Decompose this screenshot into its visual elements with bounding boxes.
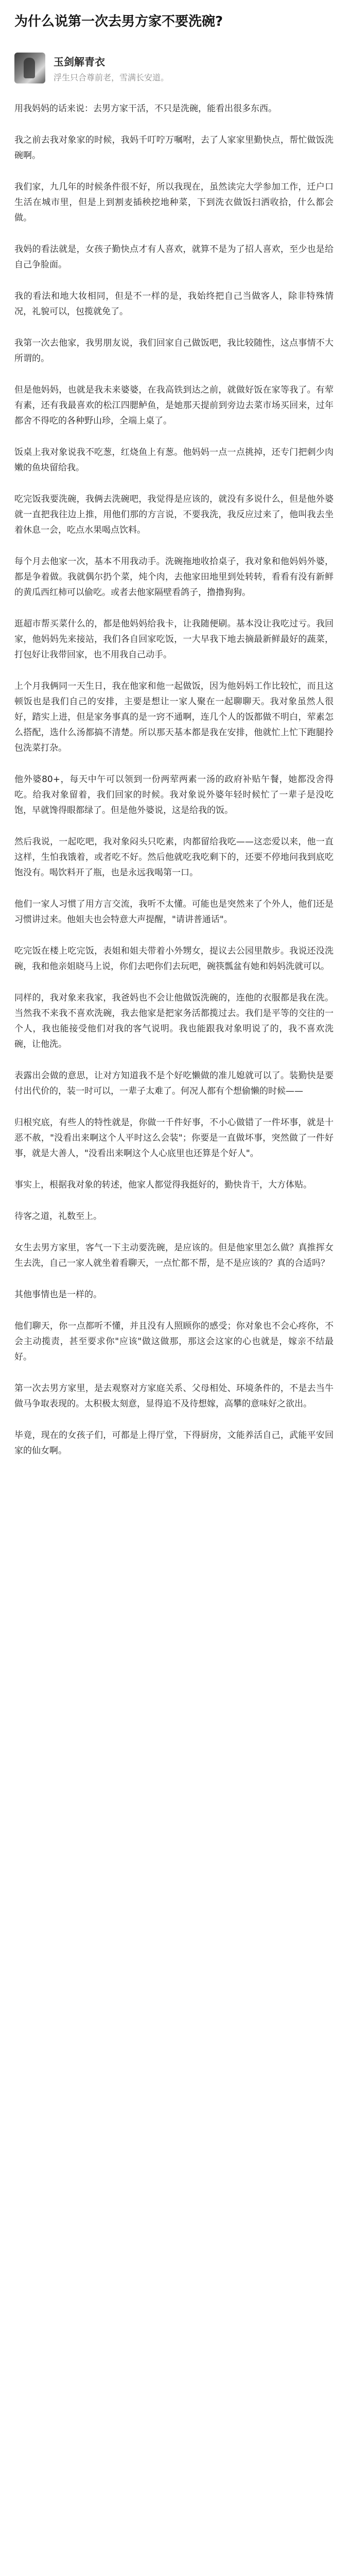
answer-paragraph: 我的看法和地大妆相同，但是不一样的是，我始终把自己当做客人，除非特殊情况，礼貌可以，包揽就免了。 [14,291,334,317]
answer-paragraph: 事实上，根据我对象的转述，他家人都觉得我挺好的，勤快肯干，大方体贴。 [14,1180,312,1190]
answer-paragraph: 然后我说，一起吃吧，我对象闷头只吃素，肉都留给我吃——这恋爱以来，他一直这样，生怕我饿着，或者吃不好。然后他就吃我吃剩下的，还要不停地问我到底吃饱没有。喝饮料开了瓶，也是永远我喝第一口。 [14,837,334,878]
answer-paragraph: 我们家，九几年的时候条件很不好，所以我现在，虽然读完大学参加工作，迁户口生活在城市里，但是上到割麦插秧挖地种菜，下到洗衣做饭扫洒收拾，什么都会做。 [14,182,334,223]
answer-paragraph: 表露出会做的意思，让对方知道我不是个好吃懒做的准儿媳就可以了。装勤快是要付出代价的，装一时可以，一辈子太难了。何况人都有个想偷懒的时候—— [14,1071,334,1096]
answer-paragraph: 饭桌上我对象说我不吃葱，红烧鱼上有葱。他妈妈一点一点挑掉，还专门把刺少肉嫩的鱼块留给我。 [14,447,334,473]
question-title[interactable]: 为什么说第一次去男方家不要洗碗? [14,14,223,29]
answer-paragraph: 我第一次去他家，我男朋友说，我们回家自己做饭吧，我比较随性，这点事情不大所谓的。 [14,338,334,364]
author-bio: 浮生只合尊前老，雪满长安道。 [54,73,169,82]
answer-paragraph: 但是他妈妈，也就是我未来婆婆，在我高铁到达之前，就做好饭在家等我了。有荤有素，还有我最喜欢的松江四腮鲈鱼，是她那天提前到旁边去菜市场买回来，过年都舍不得吃的各种野山珍，全端上桌了。 [14,385,334,426]
answer-paragraph: 女生去男方家里，客气一下主动要洗碗，是应该的。但是他家里怎么做？真推挥女生去洗，自己一家人就坐着看聊天，一点忙都不帮，是不是应该的？真的合适吗？ [14,1243,334,1268]
answer-paragraph: 我之前去我对象家的时候，我妈千叮咛万嘱咐，去了人家家里勤快点，帮忙做饭洗碗啊。 [14,135,334,161]
answer-paragraph: 归根究底，有些人的特性就是，你做一千件好事，不小心做错了一件坏事，就是十恶不赦，"没看出来啊这个人平时这么会装"；你要是一直做坏事，突然做了一件好事，就是大善人，"没看出来啊这个人心底里也还算是个好人"。 [14,1117,334,1159]
answer-body [14,101,334,1475]
answer-paragraph: 用我妈妈的话来说：去男方家干活，不只是洗碗，能看出很多东西。 [14,104,277,114]
answer-paragraph: 逛超市帮买菜什么的，都是他妈妈给我卡，让我随便刷。基本没让我吃过亏。我回家，他妈妈先来接站，我们各自回家吃饭，一大早我下地去摘最新鲜最好的蔬菜，打包好让我带回家，也不用我自己动手。 [14,619,334,660]
answer-paragraph: 待客之道，礼数至上。 [14,1211,102,1222]
answer-paragraph: 上个月我俩同一天生日，我在他家和他一起做饭，因为他妈妈工作比较忙，而且这顿饭也是我们自己的安排，主要是想让一家人聚在一起聊聊天。我对象虽然人很好，踏实上进，但是家务事真的是一窍不通啊，连几个人的饭都做不明白，荤素怎么搭配，选什么汤都搞不清楚。所以那天基本都是我在安排，他就忙上忙下跑腿拎包洗菜打杂。 [14,681,334,753]
answer-paragraph: 他外婆80+，每天中午可以领到一份两荤两素一汤的政府补贴午餐，她都没舍得吃。给我对象留着，我们回家的时候。我对象说外婆年轻时候忙了一辈子是没吃饱，早就馋得眼都绿了。但是他外婆说，这是给我的饭。 [14,774,334,816]
answer-paragraph: 同样的，我对象来我家，我爸妈也不会让他做饭洗碗的，连他的衣服都是我在洗。当然我不来我不喜欢洗碗，我去他家是把家务活都揽过去。我们是平等的交往的一个人，我也能接受他们对我的客气说明。我也能跟我对象明说了的，我不喜欢洗碗，让他洗。 [14,993,334,1049]
author-header[interactable] [14,49,334,90]
answer-paragraph: 他们聊天，你一点都听不懂，并且没有人照顾你的感受；你对象也不会心疼你，不会主动揽责，甚至要求你"应该"做这做那，那这会这家的心也就是，嫁亲不结最好。 [14,1321,334,1362]
answer-paragraph: 我妈的看法就是，女孩子勤快点才有人喜欢，就算不是为了招人喜欢，至少也是给自己争脸面。 [14,244,334,270]
answer-paragraph: 毕竟，现在的女孩子们，可都是上得厅堂，下得厨房，文能养活自己，武能平安回家的仙女啊。 [14,1430,334,1456]
author-avatar[interactable] [14,53,45,83]
answer-paragraph: 第一次去男方家里，是去观察对方家庭关系、父母相处、环境条件的，不是去当牛做马争取表现的。太积极太刻意，显得追不及待想嫁，高攀的意味好之欲出。 [14,1383,334,1409]
answer-paragraph: 其他事情也是一样的。 [14,1290,102,1300]
author-name[interactable]: 玉剑解青衣 [54,56,105,68]
answer-paragraph: 每个月去他家一次，基本不用我动手。洗碗拖地收拾桌子，我对象和他妈妈外婆，都是争着做。我就偶尔扔个菜，炖个肉，去他家田地里到处转转，看看有没有新鲜的黄瓜西红柿可以偷吃。或者去他家隔壁看鸽子，撸撸狗狗。 [14,556,334,598]
answer-paragraph: 吃完饭在楼上吃完饭，表姐和姐夫带着小外甥女，提议去公园里散步。我说还没洗碗，我和他亲姐晓马上说，你们去吧你们去玩吧，碗筷瓢盆有她和妈妈洗就可以。 [14,946,334,972]
answer-paragraph: 吃完饭我要洗碗，我俩去洗碗吧，我觉得是应该的，就没有多说什么，但是他外婆就一直把我往边上推，用他们那的方言说，不要我洗，我反应过来了，他叫我去坐着休息一会，吃点水果喝点饮料。 [14,494,334,535]
answer-paragraph: 他们一家人习惯了用方言交流，我听不太懂。可能也是突然来了个外人，他们还是习惯讲过来。他姐夫也会特意大声提醒，"请讲普通话"。 [14,899,334,925]
